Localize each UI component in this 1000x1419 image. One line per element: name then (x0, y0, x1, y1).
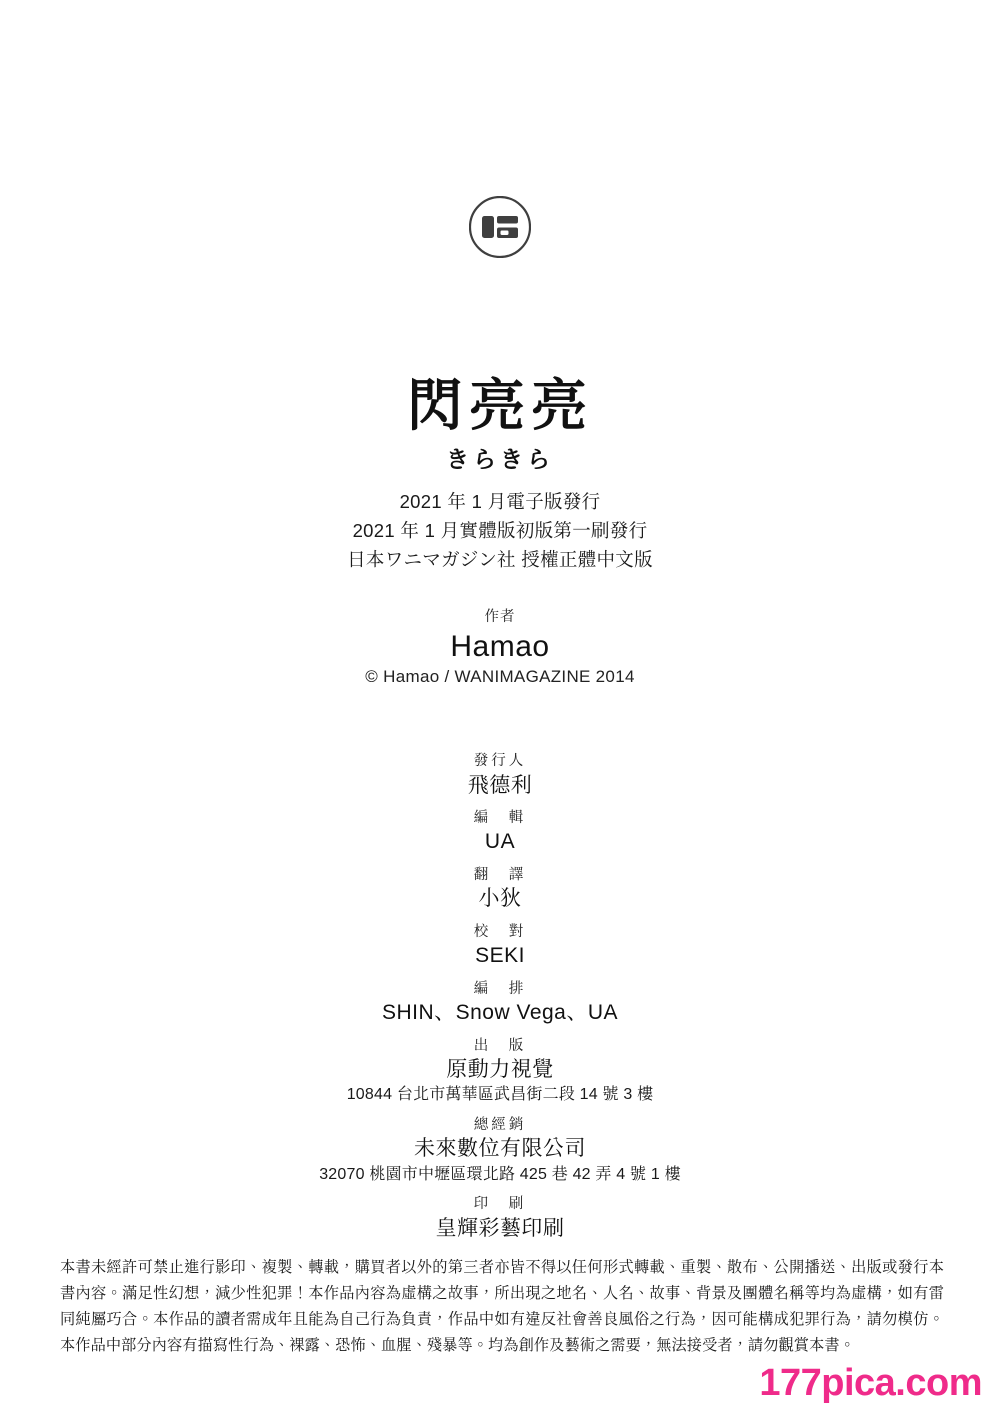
credit-role: 印 刷 (473, 1196, 527, 1213)
publisher-logo (0, 196, 1000, 258)
credit-value: SHIN、Snow Vega、UA (381, 1001, 619, 1025)
credit-entry-proofreader (0, 923, 1000, 971)
credit-role: 翻 譯 (473, 866, 527, 883)
credit-value: 未來數位有限公司 (414, 1137, 586, 1161)
credit-address: 10844 台北市萬華區武昌街二段 14 號 3 樓 (346, 1086, 654, 1104)
credit-value: 原動力視覺 (446, 1058, 554, 1082)
copyright-notice: © Hamao / WANIMAGAZINE 2014 (365, 667, 635, 686)
legal-notice: 本書未經許可禁止進行影印、複製、轉載，購買者以外的第三者亦皆不得以任何形式轉載、重製、散布、公開播送、出版或發行本書內容。滿足性幻想，減少性犯罪！本作品內容為虛構之故事，所出現之地名、人名、故事、背景及團體名稱等均為虛構，如有雷同純屬巧合。本作品的讀者需成年且能為自己行為負責，作品中如有違反社會善良風俗之行為，因可能構成犯罪行為，請勿模仿。本作品中部分內容有描寫性行為、裸露、恐怖、血腥、殘暴等。均為創作及藝術之需要，無法接受者，請勿觀賞本書。 (60, 1259, 944, 1355)
credit-role: 校 對 (473, 923, 527, 940)
site-watermark: 177pica.com (759, 1362, 982, 1404)
book-title: 閃亮亮 (407, 374, 593, 439)
credit-role: 發行人 (473, 753, 527, 769)
title-block (0, 374, 1000, 574)
credit-role: 編 排 (473, 980, 527, 997)
author-name: Hamao (450, 630, 550, 663)
credit-value: 小狄 (478, 887, 522, 911)
credit-address: 32070 桃園市中壢區環北路 425 巷 42 弄 4 號 1 樓 (319, 1165, 681, 1183)
book-title-kana: きらきら (446, 446, 554, 473)
credit-value: SEKI (475, 944, 525, 968)
credit-entry-editor (0, 809, 1000, 857)
author-role-label: 作者 (484, 609, 516, 625)
credit-value: 飛德利 (467, 773, 533, 797)
publication-info (0, 487, 1000, 575)
credit-value: 皇輝彩藝印刷 (435, 1216, 565, 1240)
credit-entry-publisher (0, 752, 1000, 800)
credit-role: 編 輯 (473, 809, 527, 826)
publication-line-2: 2021 年 1 月實體版初版第一刷發行 (352, 520, 648, 542)
credit-entry-publishing-house (0, 1037, 1000, 1107)
credit-entry-layout (0, 980, 1000, 1028)
author-block (0, 605, 1000, 687)
credit-entry-printer (0, 1195, 1000, 1243)
credit-role: 總經銷 (473, 1116, 527, 1133)
credit-entry-translator (0, 866, 1000, 914)
credit-role: 出 版 (473, 1037, 527, 1054)
wanimagazine-logo-icon (469, 196, 531, 258)
publication-line-3: 日本ワニマガジン社 授權正體中文版 (347, 549, 653, 571)
credit-value: UA (484, 830, 516, 854)
publication-line-1: 2021 年 1 月電子版發行 (399, 490, 601, 512)
credit-entry-distributor (0, 1116, 1000, 1186)
credits-list (0, 752, 1000, 1252)
